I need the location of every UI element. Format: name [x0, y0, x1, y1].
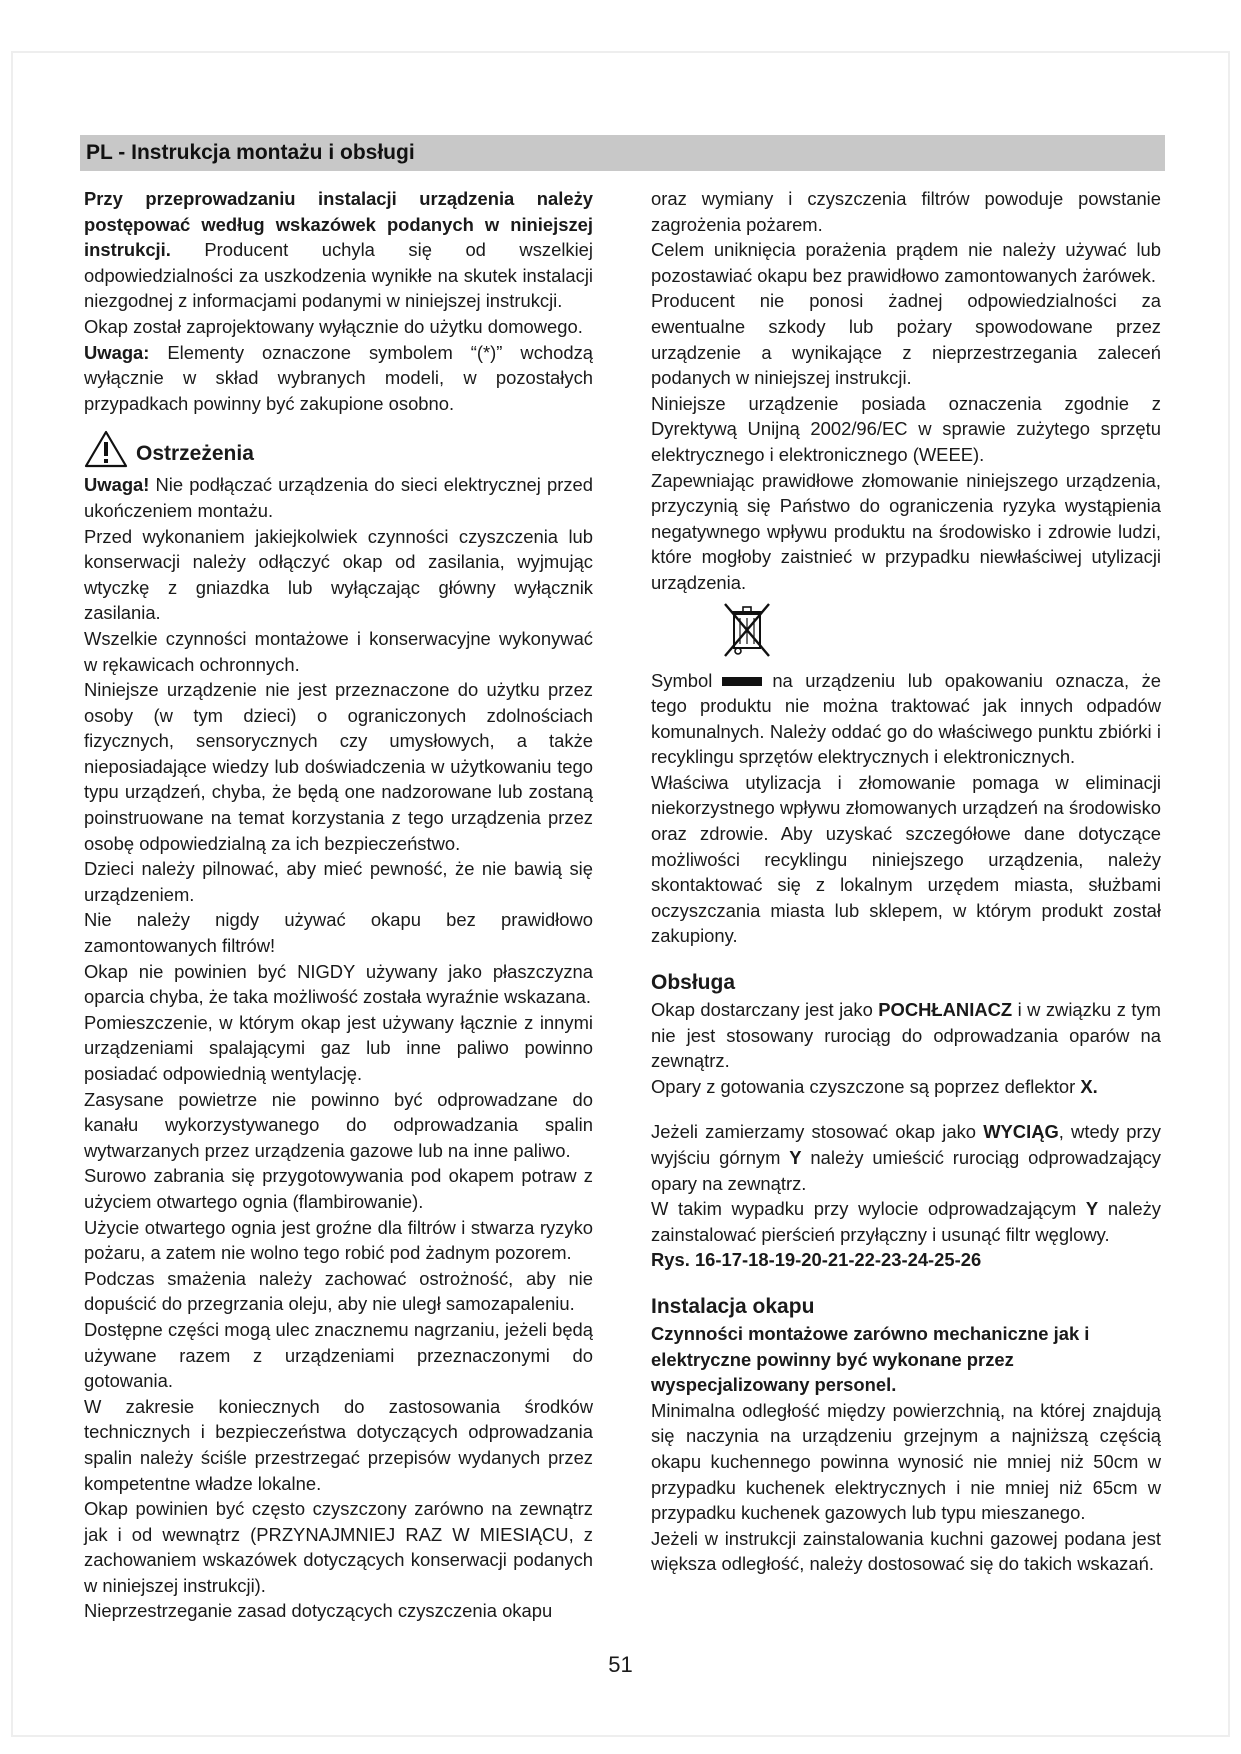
paragraph-outlet-ring — [651, 1196, 1161, 1247]
domestic-use-paragraph: Okap został zaprojektowany wyłącznie do użytku domowego. — [84, 315, 583, 337]
deflector-text: Opary z gotowania czyszczone są poprzez deflektor — [651, 1075, 1081, 1097]
paragraph-fire-risk: oraz wymiany i czyszczenia filtrów powoduje powstanie zagrożenia pożarem. — [651, 188, 1161, 235]
paragraph-flambe: Surowo zabrania się przygotowywania pod okapem potraw z użyciem otwartego ognia (flambirowanie). — [84, 1165, 593, 1212]
absorber-keyword: POCHŁANIACZ — [878, 999, 1013, 1021]
extractor-text-c: , wtedy przy wyjściu górnym — [651, 1121, 1161, 1168]
paragraph-support-surface: Okap nie powinien być NIGDY używany jako płaszczyzna oparcia chyba, że taka możliwość została wyraźnie wskazana. — [84, 960, 593, 1008]
section-title: PL - Instrukcja montażu i obsługi — [86, 141, 415, 164]
paragraph-disposal: Zapewniając prawidłowe złomowanie niniejszego urządzenia, przyczynią się Państwo do ograniczenia ryzyka wystąpienia negatywnego wpływu produktu na środowisko i zdrowie ludzi, które mogłoby zaistnieć w przypadku niewłaściwej utylizacji urządzenia. — [651, 469, 1161, 593]
extractor-text-a: Jeżeli zamierzamy stosować okap jako — [651, 1121, 984, 1143]
installation-heading: Instalacja okapu — [651, 1294, 815, 1318]
crossed-out-bin-icon — [721, 600, 773, 660]
note-text: Elementy oznaczone symbolem “(*)” wchodzą wyłącznie w skład wybranych modeli, w pozostałych przypadkach powinny być zakupione osobno. — [84, 341, 593, 414]
symbol-text: na urządzeniu lub opakowaniu oznacza, że tego produktu nie można traktować jak innych odpadów komunalnych. Należy oddać go do właściwego punktu zbiórki i recyklingu sprzętów elektrycznych i elektronicznych. — [651, 669, 1161, 768]
symbol-word: Symbol — [651, 669, 713, 691]
intro-bold: Przy przeprowadzaniu instalacji urządzenia należy postępować według wskazówek podanych w niniejszej instrukcji. — [84, 188, 593, 261]
paragraph-ventilation: Pomieszczenie, w którym okap jest używany łącznie z innymi urządzeniami spalającymi gaz lub inne paliwo powinno posiadać odpowiednią wentylację. — [84, 1011, 593, 1084]
page-number: 51 — [608, 1652, 633, 1677]
installation-bold-note: Czynności montażowe zarówno mechaniczne jak i elektryczne powinny być wykonane przez wyspecjalizowany personel. — [651, 1322, 1090, 1396]
paragraph-cleaning-continued: Nieprzestrzeganie zasad dotyczących czyszczenia okapu — [84, 1600, 553, 1622]
paragraph-frying: Podczas smażenia należy zachować ostrożność, aby nie dopuścić do przegrzania oleju, aby nie uległ samozapaleniu. — [84, 1267, 593, 1315]
note-paragraph — [84, 340, 593, 417]
paragraph-min-distance: Minimalna odległość między powierzchnią, na której znajdują się naczynia na urządzeniu grzejnym a najniższą częścią okapu kuchennego powinna wynosić nie mniej niż 50cm w przypadku kuchenek elektrycznych i nie mniej niż 65cm w przypadku kuchenek gazowych lub typu mieszanego. — [651, 1399, 1161, 1524]
paragraph-children: Dzieci należy pilnować, aby mieć pewność, że nie bawią się urządzeniem. — [84, 858, 593, 905]
paragraph-weee-directive: Niniejsze urządzenie posiada oznaczenia zgodnie z Dyrektywą Unijną 2002/96/EC w sprawie zużytego sprzętu elektrycznego i elektronicznego (WEEE). — [651, 392, 1161, 465]
absorber-text-c: i w związku z tym nie jest stosowany rurociąg do odprowadzania oparów na zewnątrz. — [651, 999, 1161, 1072]
paragraph-deflector — [651, 1074, 1161, 1100]
paragraph-liability: Producent nie ponosi żadnej odpowiedzialności za ewentualne szkody lub pożary spowodowane przez urządzenie a wynikające z nieprzestrzegania zaleceń podanych w niniejszej instrukcji. — [651, 290, 1161, 389]
extractor-outlet-y: Y — [789, 1147, 802, 1168]
weee-symbol-wrap — [651, 600, 1161, 666]
extractor-keyword: WYCIĄG — [983, 1121, 1059, 1143]
intro-rest: Producent uchyla się od wszelkiej odpowiedzialności za uszkodzenia wynikłe na skutek instalacji niezgodnej z informacjami podanymi w niniejszej instrukcji. — [84, 239, 593, 312]
extractor-text-e: należy umieścić rurociąg odprowadzający opary na zewnątrz. — [651, 1147, 1162, 1194]
paragraph-absorber — [651, 997, 1161, 1074]
paragraph-hot-parts: Dostępne części mogą ulec znacznemu nagrzaniu, jeżeli będą używane razem z urządzeniami przeznaczonymi do gotowania. — [84, 1318, 593, 1392]
section-title-bar — [80, 135, 1165, 171]
paragraph-recycling: Właściwa utylizacja i złomowanie pomaga w eliminacji niekorzystnego wpływu złomowanych urządzeń na środowisko oraz zdrowie. Aby uzyskać szczegółowe dane dotyczące możliwości recyklingu niniejszego urządzenia, należy skontaktować się z lokalnym urzędem miasta, służbami oczyszczania miasta lub sklepem, w którym produkt został zakupiony. — [651, 771, 1161, 947]
outlet-text-a: W takim wypadku przy wylocie odprowadzającym — [651, 1198, 1086, 1220]
outlet-text-c: należy zainstalować pierścień przyłączny i usunąć filtr węglowy. — [651, 1198, 1161, 1245]
paragraph-disconnect: Przed wykonaniem jakiejkolwiek czynności czyszczenia lub konserwacji należy odłączyć okap od zasilania, wyjmując wtyczkę z gniazdka lub wyłączając główny wyłącznik zasilania. — [84, 525, 593, 624]
deflector-keyword: X. — [1080, 1075, 1098, 1097]
warning-label: Uwaga! — [84, 474, 150, 496]
warning-paragraph-1 — [84, 472, 593, 523]
note-label: Uwaga: — [84, 341, 150, 363]
outlet-y: Y — [1085, 1198, 1099, 1220]
paragraph-exhaust-duct: Zasysane powietrze nie powinno być odprowadzane do kanału wykorzystywanego do odprowadzania spalin wytwarzanych przez urządzenia gazowe lub na inne paliwo. — [84, 1088, 593, 1161]
paragraph-open-fire: Użycie otwartego ognia jest groźne dla filtrów i stwarza ryzyko pożaru, a zatem nie wolno tego robić pod żadnym pozorem. — [84, 1216, 593, 1264]
warnings-heading-row — [84, 430, 593, 468]
paragraph-symbol — [651, 668, 1161, 770]
paragraph-restricted-persons: Niniejsze urządzenie nie jest przeznaczone do użytku przez osoby (w tym dzieci) o ograniczonych zdolnościach fizycznych, sensorycznych czy umysłowych, a także nieposiadające wiedzy lub doświadczenia w użytkowaniu tego typu urządzeń, chyba, że będą one nadzorowane lub zostaną poinstruowane na temat korzystania z tego urządzenia przez osobę odpowiedzialną za ich bezpieczeństwo. — [84, 679, 593, 854]
paragraph-extractor — [651, 1119, 1161, 1196]
paragraph-regulations: W zakresie koniecznych do zastosowania środków technicznych i bezpieczeństwa dotyczących odprowadzania spalin należy ściśle przestrzegać przepisów wydanych przez kompetentne władze lokalne. — [84, 1395, 593, 1494]
intro-paragraph — [84, 186, 593, 314]
warning-triangle-icon — [84, 430, 128, 468]
absorber-text-a: Okap dostarczany jest jako — [651, 999, 879, 1021]
paragraph-gloves: Wszelkie czynności montażowe i konserwacyjne wykonywać w rękawicach ochronnych. — [84, 627, 593, 675]
paragraph-cleaning: Okap powinien być często czyszczony zarówno na zewnątrz jak i od wewnątrz (PRZYNAJMNIEJ RAZ W MIESIĄCU, z zachowaniem wskazówek dotyczących konserwacji podanych w niniejszej instrukcji). — [84, 1498, 593, 1596]
paragraph-bulbs: Celem uniknięcia porażenia prądem nie należy używać lub pozostawiać okapu bez prawidłowo zamontowanych żarówek. — [651, 239, 1161, 286]
operation-heading: Obsługa — [651, 971, 736, 995]
paragraph-gas-cooker: Jeżeli w instrukcji zainstalowania kuchni gazowej podana jest większa odległość, należy dostosować się do takich wskazań. — [651, 1527, 1161, 1575]
left-column — [84, 186, 593, 1624]
paragraph-filters: Nie należy nigdy używać okapu bez prawidłowo zamontowanych filtrów! — [84, 909, 593, 957]
warnings-heading: Ostrzeżenia — [136, 442, 254, 466]
figure-references: Rys. 16-17-18-19-20-21-22-23-24-25-26 — [651, 1249, 982, 1271]
right-column — [651, 186, 1161, 1577]
warning-text: Nie podłączać urządzenia do sieci elektrycznej przed ukończeniem montażu. — [84, 474, 593, 521]
black-bar-symbol — [722, 677, 762, 686]
